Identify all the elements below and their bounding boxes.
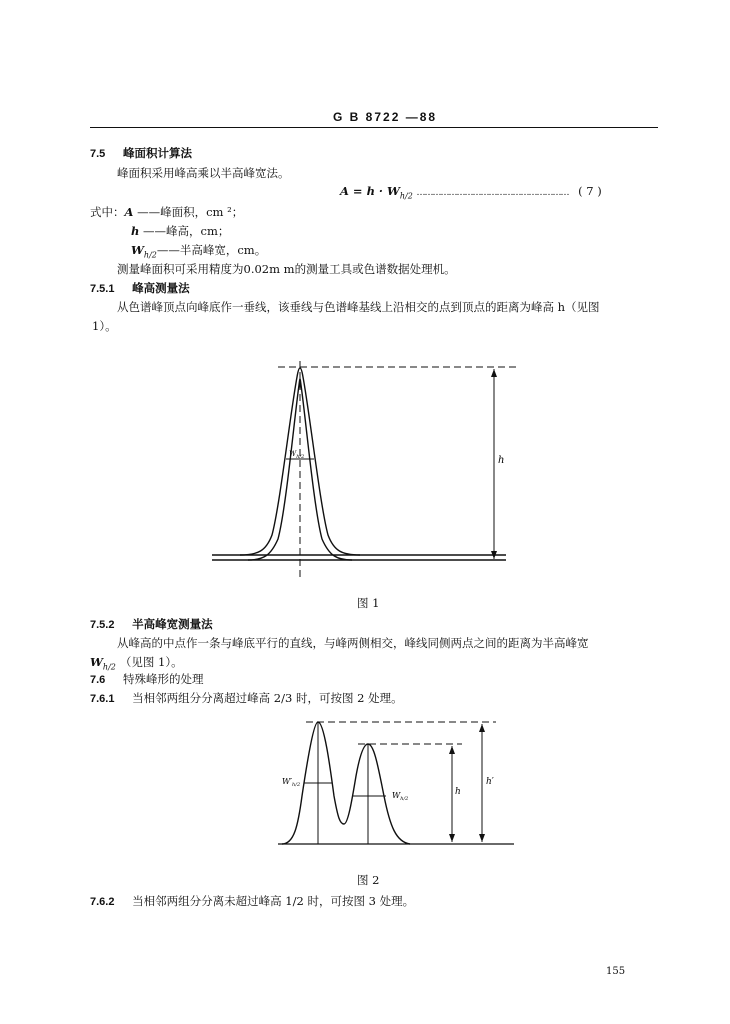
def-text: ——峰高，cm； (139, 224, 230, 238)
formula-leader-dots: ………………………………………………… (416, 188, 569, 198)
def-text: ——峰面积，cm ²； (133, 205, 244, 219)
section-number: 7.5.2 (90, 619, 115, 631)
def-symbol: h (131, 224, 140, 238)
fig2-h-prime-arrow-top (479, 724, 485, 732)
figure-2-caption: 图 2 (357, 873, 380, 887)
def-symbol: A (124, 205, 134, 219)
section-title: 半高峰宽测量法 (132, 617, 213, 631)
section-7-5-heading (90, 146, 192, 161)
def-text: ——半高峰宽，cm。 (156, 243, 267, 257)
section-7-5-1-heading (90, 281, 190, 296)
fig2-h-arrow-bottom (449, 834, 455, 842)
section-7-5-note: 测量峰面积可采用精度为0.02m m的测量工具或色谱数据处理机。 (117, 262, 456, 276)
section-7-6-2 (90, 894, 414, 909)
def-subscript: h/2 (143, 250, 157, 260)
fig2-h-label: h (455, 787, 461, 797)
where-prefix: 式中： (90, 205, 125, 219)
section-7-5-2-heading (90, 617, 213, 632)
section-7-5-1-text-line1: 从色谱峰顶点向峰底作一垂线，该垂线与色谱峰基线上沿相交的点到顶点的距离为峰高 h（见图 (117, 300, 600, 314)
fig1-h-arrow-top (491, 369, 497, 377)
section-7-5-intro: 峰面积采用峰高乘以半高峰宽法。 (117, 166, 290, 180)
definition-w (131, 243, 266, 262)
section-7-5-1-text-line2: 1）。 (92, 319, 117, 333)
figure-1 (200, 355, 530, 585)
formula-line (340, 184, 602, 203)
fig2-h-prime-label: h′ (486, 777, 494, 787)
section-title: 峰面积计算法 (122, 146, 192, 160)
fig2-w2-label: $W_{h/2}$ (392, 791, 409, 802)
formula-number: ( 7 ) (578, 184, 602, 198)
fig1-h-label: h (498, 455, 505, 466)
fig2-w1-label: $W'_{h/2}$ (282, 777, 301, 788)
section-number: 7.6 (90, 674, 106, 686)
section-number: 7.5 (90, 148, 106, 160)
standard-header: G B 8722 —88 (333, 110, 438, 124)
figure-2 (260, 716, 530, 856)
section-number: 7.6.2 (90, 896, 115, 908)
section-text: 当相邻两组分分离未超过峰高 1/2 时，可按图 3 处理。 (132, 894, 415, 908)
w-subscript: h/2 (102, 662, 116, 672)
definition-h (131, 224, 229, 238)
section-7-6-1 (90, 691, 403, 706)
section-number: 7.6.1 (90, 693, 115, 705)
formula: A = h · W (340, 184, 400, 198)
definition-a (90, 205, 243, 219)
fig2-double-peak-curve (282, 722, 410, 844)
section-7-5-2-text-line1: 从峰高的中点作一条与峰底平行的直线，与峰两侧相交，峰线同侧两点之间的距离为半高峰宽 (117, 636, 589, 650)
header-rule (90, 127, 658, 128)
w-symbol: W (90, 655, 103, 669)
def-symbol: W (131, 243, 144, 257)
page-number: 155 (606, 966, 626, 977)
fig2-h-prime-arrow-bottom (479, 834, 485, 842)
fig2-h-arrow-top (449, 746, 455, 754)
section-title: 峰高测量法 (132, 281, 190, 295)
section-title: 特殊峰形的处理 (122, 672, 204, 686)
line2-text: （见图 1）。 (119, 655, 183, 669)
section-7-6-heading (90, 672, 203, 687)
figure-1-caption: 图 1 (357, 596, 380, 610)
section-number: 7.5.1 (90, 283, 115, 295)
formula-subscript: h/2 (399, 191, 413, 201)
section-text: 当相邻两组分分离超过峰高 2/3 时，可按图 2 处理。 (132, 691, 403, 705)
fig1-w-label: $W_{h/2}$ (289, 450, 305, 460)
